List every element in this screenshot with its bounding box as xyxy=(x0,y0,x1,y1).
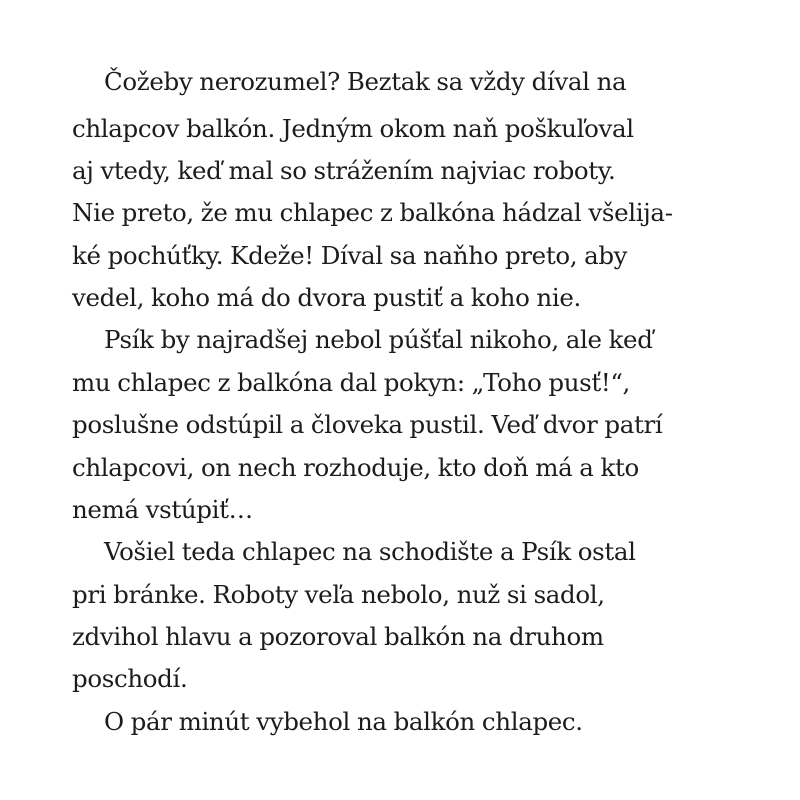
text-line: chlapcov balkón. Jedným okom naň poškuľoval xyxy=(72,114,634,143)
text-line: ké pochúťky. Kdeže! Díval sa naňho preto, aby xyxy=(72,241,628,270)
text-line: vedel, koho má do dvora pustiť a koho nie. xyxy=(72,283,581,312)
text-line: Nie preto, že mu chlapec z balkóna hádzal všelija- xyxy=(72,198,673,227)
text-line: pri bránke. Roboty veľa nebolo, nuž si sadol, xyxy=(72,580,605,609)
text-line: chlapcovi, on nech rozhoduje, kto doň má a kto xyxy=(72,453,639,482)
text-line: Vošiel teda chlapec na schodište a Psík ostal xyxy=(104,537,636,566)
text-line: aj vtedy, keď mal so strážením najviac roboty. xyxy=(72,156,616,185)
text-line: O pár minút vybehol na balkón chlapec. xyxy=(104,707,583,736)
text-line: zdvihol hlavu a pozoroval balkón na druhom xyxy=(72,622,604,651)
text-line: Psík by najradšej nebol púšťal nikoho, ale keď xyxy=(104,325,653,354)
text-line: Čožeby nerozumel? Beztak sa vždy díval na xyxy=(104,67,627,96)
text-line: mu chlapec z balkóna dal pokyn: „Toho pusť!“, xyxy=(72,368,630,397)
text-line: nemá vstúpiť… xyxy=(72,495,253,524)
text-line: poslušne odstúpil a človeka pustil. Veď dvor patrí xyxy=(72,410,663,439)
text-line: poschodí. xyxy=(72,664,188,693)
